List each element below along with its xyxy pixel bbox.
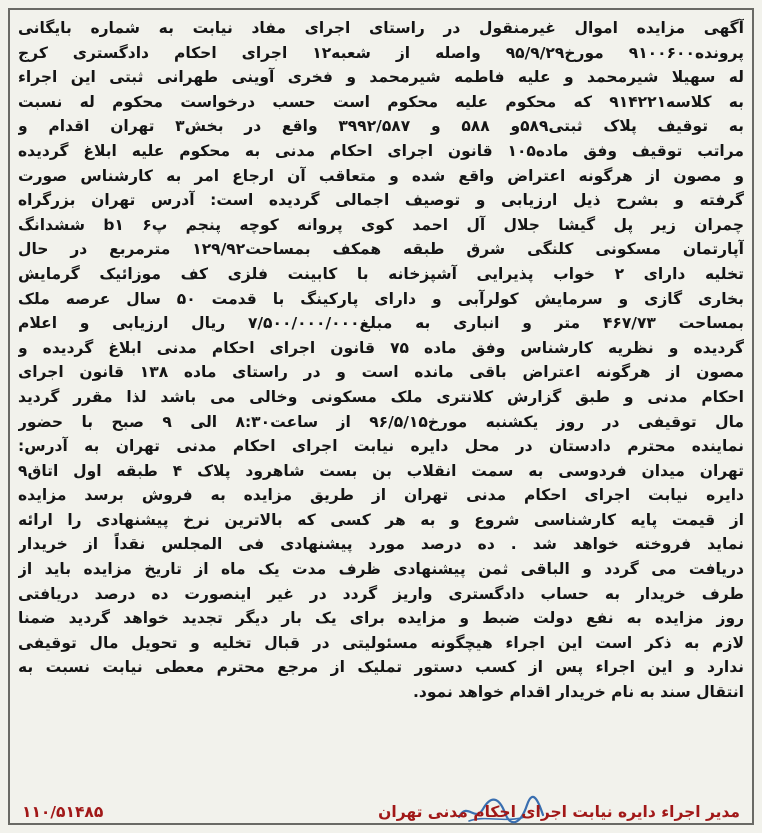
notice-line: تخلیه دارای ۲ خواب پذیرایی آشپزخانه با کابینت فلزی کف موزائیک گرمایش: [18, 264, 744, 283]
notice-line: دایره نیابت اجرای احکام مدنی تهران از طریق مزایده به فروش برسد مزایده: [18, 486, 744, 505]
notice-line: چمران زیر پل گیشا جلال آل احمد کوی پروانه کوچه پنجم پ۶ b۱ ششدانگ: [18, 215, 744, 234]
notice-line: احکام مدنی و طبق گزارش کلانتری ملک مسکونی وخالی می باشد لذا مقرر گردید: [18, 387, 744, 406]
notice-line: روز مزایده به نفع دولت ضبط و مزایده برای یک بار دیگر تجدید خواهد گردید ضمنا: [18, 609, 744, 628]
notice-line: گرفته و بشرح ذیل ارزیابی و توصیف اجمالی گردیده است: آدرس تهران بزرگراه: [18, 191, 744, 210]
notice-line: نماید فروخته خواهد شد . ده درصد مورد پیشنهادی فی المجلس نقداً از خریدار: [18, 535, 744, 554]
notice-line: به کلاسه۹۱۴۲۲۱ که محکوم علیه محکوم است حسب درخواست محکوم له نسبت: [18, 92, 744, 111]
notice-footer: [22, 795, 740, 821]
notice-line: ندارد و این اجراء پس از کسب دستور تملیک از مرجع محترم معطی نیابت نسبت به: [18, 658, 744, 677]
notice-line: نماینده محترم دادستان در محل دایره نیابت اجرای احکام مدنی تهران به آدرس:: [18, 437, 744, 456]
notice-line: بمساحت ۴۶۷/۷۳ متر و انباری به مبلغ۷/۵۰۰/۰۰۰/۰۰۰ ریال ارزیابی و اعلام: [18, 314, 744, 333]
notice-line: آپارتمان مسکونی کلنگی شرق طبقه همکف بمساحت۱۲۹/۹۲ مترمربع در حال: [18, 240, 744, 259]
notice-line: له سهیلا شیرمحمد و علیه فاطمه شیرمحمد و فخری آوینی طهرانی ثبتی این اجراء: [18, 68, 744, 87]
notice-body: [18, 16, 744, 705]
notice-line: مراتب توقیف وفق ماده۱۰۵ قانون اجرای احکام مدنی به محکوم علیه ابلاغ گردیده: [18, 141, 744, 160]
notice-line: مصون از هرگونه اعتراض باقی مانده است و در راستای ماده ۱۳۸ قانون اجرای: [18, 363, 744, 382]
notice-line: انتقال سند به نام خریدار اقدام خواهد نمود.: [413, 683, 744, 702]
notice-line: و مصون از هرگونه اعتراض واقع شده و متعاقب آن ارجاع امر به کارشناس صورت: [18, 166, 744, 185]
notice-line: آگهی مزایده اموال غیرمنقول در راستای اجرای مفاد نیابت به شماره بایگانی: [18, 19, 744, 37]
notice-line: از قیمت پایه کارشناسی شروع و به هر کسی که بالاترین نرخ پیشنهادی را ارائه: [18, 510, 744, 529]
signature-line: مدیر اجراء دایره نیابت اجرای احکام مدنی تهران: [378, 803, 740, 821]
notice-line: تهران میدان فردوسی به سمت انقلاب بن بست شاهرود پلاک ۴ طبقه اول اتاق۹: [18, 461, 744, 480]
notice-line: مال توقیفی در روز یکشنبه مورخ۹۶/۵/۱۵ از ساعت۸:۳۰ الی ۹ صبح با حضور: [18, 412, 744, 431]
notice-line: به توقیف پلاک ثبتی۵۸۹و ۵۸۸ و ۳۹۹۲/۵۸۷ واقع در بخش۳ تهران اقدام و: [18, 117, 744, 136]
notice-line: طرف خریدار به حساب دادگستری واریز گردد در غیر اینصورت ده درصد دریافتی: [18, 584, 744, 603]
notice-line: دریافت می گردد و الباقی ثمن پیشنهادی ظرف مدت یک ماه از تاریخ مزایده باید از: [18, 560, 744, 579]
notice-line: گردیده و نظریه کارشناس وفق ماده ۷۵ قانون اجرای احکام مدنی ابلاغ گردیده و: [18, 338, 744, 357]
notice-line: پرونده۹۱۰۰۶۰۰ مورخ۹۵/۹/۲۹ واصله از شعبه۱۲ اجرای احکام دادگستری کرج: [18, 43, 744, 62]
notice-line: بخاری گازی و سرمایش کولرآبی و دارای پارکینگ با قدمت ۵۰ سال عرصه ملک: [18, 289, 744, 308]
notice-code: ۱۱۰/۵۱۴۸۵: [22, 803, 104, 821]
notice-line: لازم به ذکر است این اجراء هیچگونه مسئولیتی در قبال تخلیه و تحویل مال توقیفی: [18, 633, 744, 652]
